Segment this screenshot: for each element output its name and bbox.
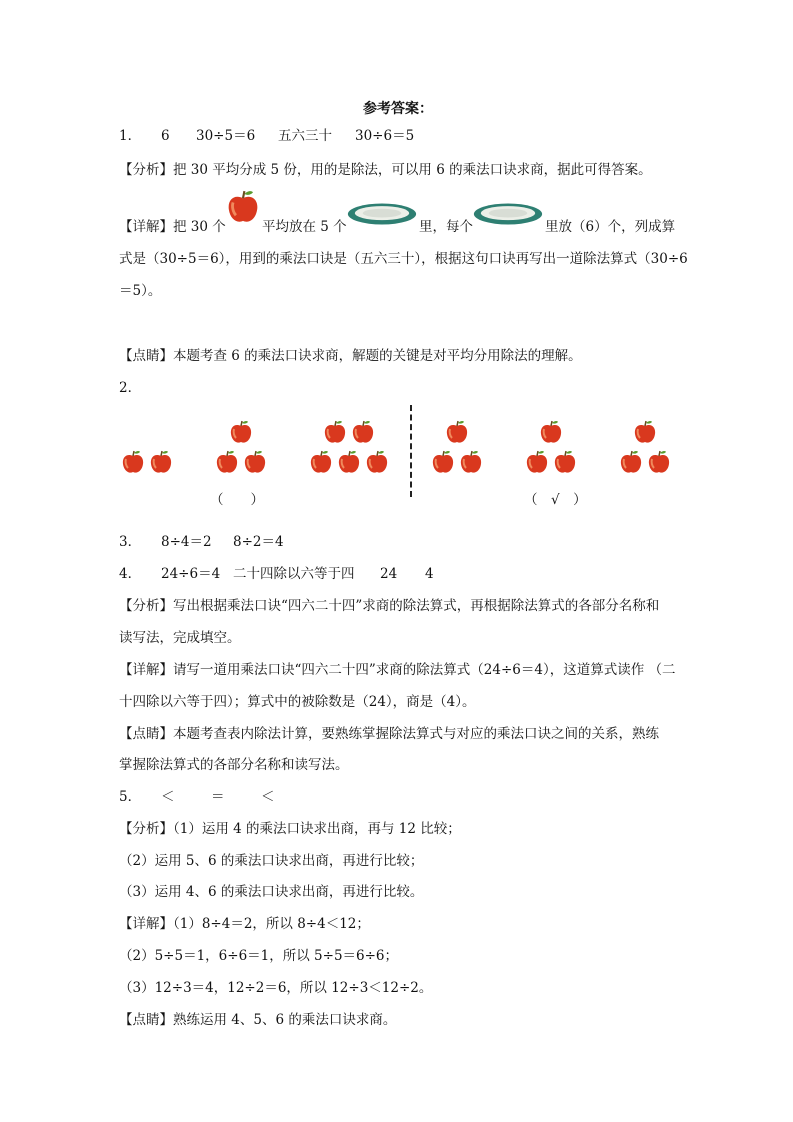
q3-answer-row (119, 530, 284, 550)
q4-answer-1: 24÷6＝4 (161, 566, 221, 582)
q4-detail-line2: 十四除以六等于四）；算式中的被除数是（24），商是（4）。 (119, 694, 476, 710)
q1-detail-part1: 【详解】把 30 个 (119, 219, 226, 235)
q2-right-answer: （ √ ） (524, 492, 587, 508)
plate-icon (473, 200, 543, 228)
q1-detail-part3: 里，每个 (419, 219, 473, 235)
q2-left-answer: （ ） (210, 492, 264, 508)
apple-icon (647, 449, 671, 474)
q5-detail-line1: 【详解】（1）8÷4＝2，所以 8÷4＜12； (119, 916, 370, 932)
apple-icon (619, 449, 643, 474)
q1-answer-4: 30÷6＝5 (355, 128, 415, 144)
apple-icon (121, 449, 145, 474)
q3-answer-2: 8÷2＝4 (233, 534, 284, 550)
q5-answer-3: ＜ (261, 789, 275, 805)
q1-analysis: 【分析】把 30 平均分成 5 份，用的是除法，可以用 6 的乘法口诀求商，据此可得答案。 (119, 162, 652, 178)
apple-icon (226, 188, 260, 224)
q4-answer-row (119, 562, 434, 582)
q1-answer-2: 30÷5＝6 (196, 128, 256, 144)
dashed-divider (410, 405, 412, 497)
q4-comment-line1: 【点睛】本题考查表内除法计算，要熟练掌握除法算式与对应的乘法口诀之间的关系，熟练 (119, 726, 659, 742)
apple-icon (149, 449, 173, 474)
q4-analysis-line1: 【分析】写出根据乘法口诀“四六二十四”求商的除法算式，再根据除法算式的各部分名称和 (119, 598, 660, 614)
plate-icon (347, 200, 417, 228)
apple-icon (351, 419, 375, 444)
apple-icon (309, 449, 333, 474)
apple-icon (323, 419, 347, 444)
q3-answer-1: 8÷4＝2 (161, 534, 212, 550)
q1-detail-line3: ＝5）。 (119, 283, 162, 299)
q5-analysis-line2: （2）运用 5、6 的乘法口诀求出商，再进行比较； (119, 853, 424, 869)
q2-number: 2． (119, 380, 142, 396)
q5-detail-line3: （3）12÷3＝4，12÷2＝6，所以 12÷3＜12÷2。 (119, 980, 433, 996)
q1-detail-part4: 里放（6）个，列成算 (545, 219, 676, 235)
q5-analysis-line1: 【分析】（1）运用 4 的乘法口诀求出商，再与 12 比较； (119, 821, 461, 837)
apple-icon (431, 449, 455, 474)
apple-icon (215, 449, 239, 474)
q1-detail-part2: 平均放在 5 个 (262, 219, 347, 235)
apple-icon (243, 449, 267, 474)
q5-detail-line2: （2）5÷5＝1，6÷6＝1，所以 5÷5＝6÷6； (119, 948, 399, 964)
q5-comment: 【点睛】熟练运用 4、5、6 的乘法口诀求商。 (119, 1012, 397, 1028)
apple-icon (525, 449, 549, 474)
answer-title: 参考答案： (363, 101, 433, 117)
apple-icon (633, 419, 657, 444)
q1-answer-3: 五六三十 (278, 128, 332, 144)
q4-answer-4: 4 (425, 566, 434, 582)
q4-comment-line2: 掌握除法算式的各部分名称和读写法。 (119, 757, 349, 773)
q1-detail-line2: 式是（30÷5＝6），用到的乘法口诀是（五六三十），根据这句口诀再写出一道除法算式（30÷6 (119, 251, 688, 267)
apple-icon (445, 419, 469, 444)
q1-answer-row (119, 124, 414, 144)
q5-number: 5． (119, 789, 142, 805)
apple-icon (337, 449, 361, 474)
q1-number: 1． (119, 128, 142, 144)
apple-icon (365, 449, 389, 474)
q5-answer-row (119, 785, 275, 805)
q4-analysis-line2: 读写法，完成填空。 (119, 630, 241, 646)
q5-analysis-line3: （3）运用 4、6 的乘法口诀求出商，再进行比较。 (119, 884, 424, 900)
q4-answer-3: 24 (380, 566, 398, 582)
q4-number: 4． (119, 566, 142, 582)
apple-icon (553, 449, 577, 474)
q1-comment: 【点睛】本题考查 6 的乘法口诀求商，解题的关键是对平均分用除法的理解。 (119, 348, 582, 364)
q4-answer-2: 二十四除以六等于四 (233, 566, 355, 582)
q1-answer-1: 6 (161, 128, 170, 144)
q3-number: 3． (119, 534, 142, 550)
apple-icon (539, 419, 563, 444)
q5-answer-2: ＝ (211, 789, 225, 805)
q5-answer-1: ＜ (161, 789, 175, 805)
apple-icon (229, 419, 253, 444)
q4-detail-line1: 【详解】请写一道用乘法口诀“四六二十四”求商的除法算式（24÷6＝4），这道算式读作 （二 (119, 662, 676, 678)
apple-icon (459, 449, 483, 474)
